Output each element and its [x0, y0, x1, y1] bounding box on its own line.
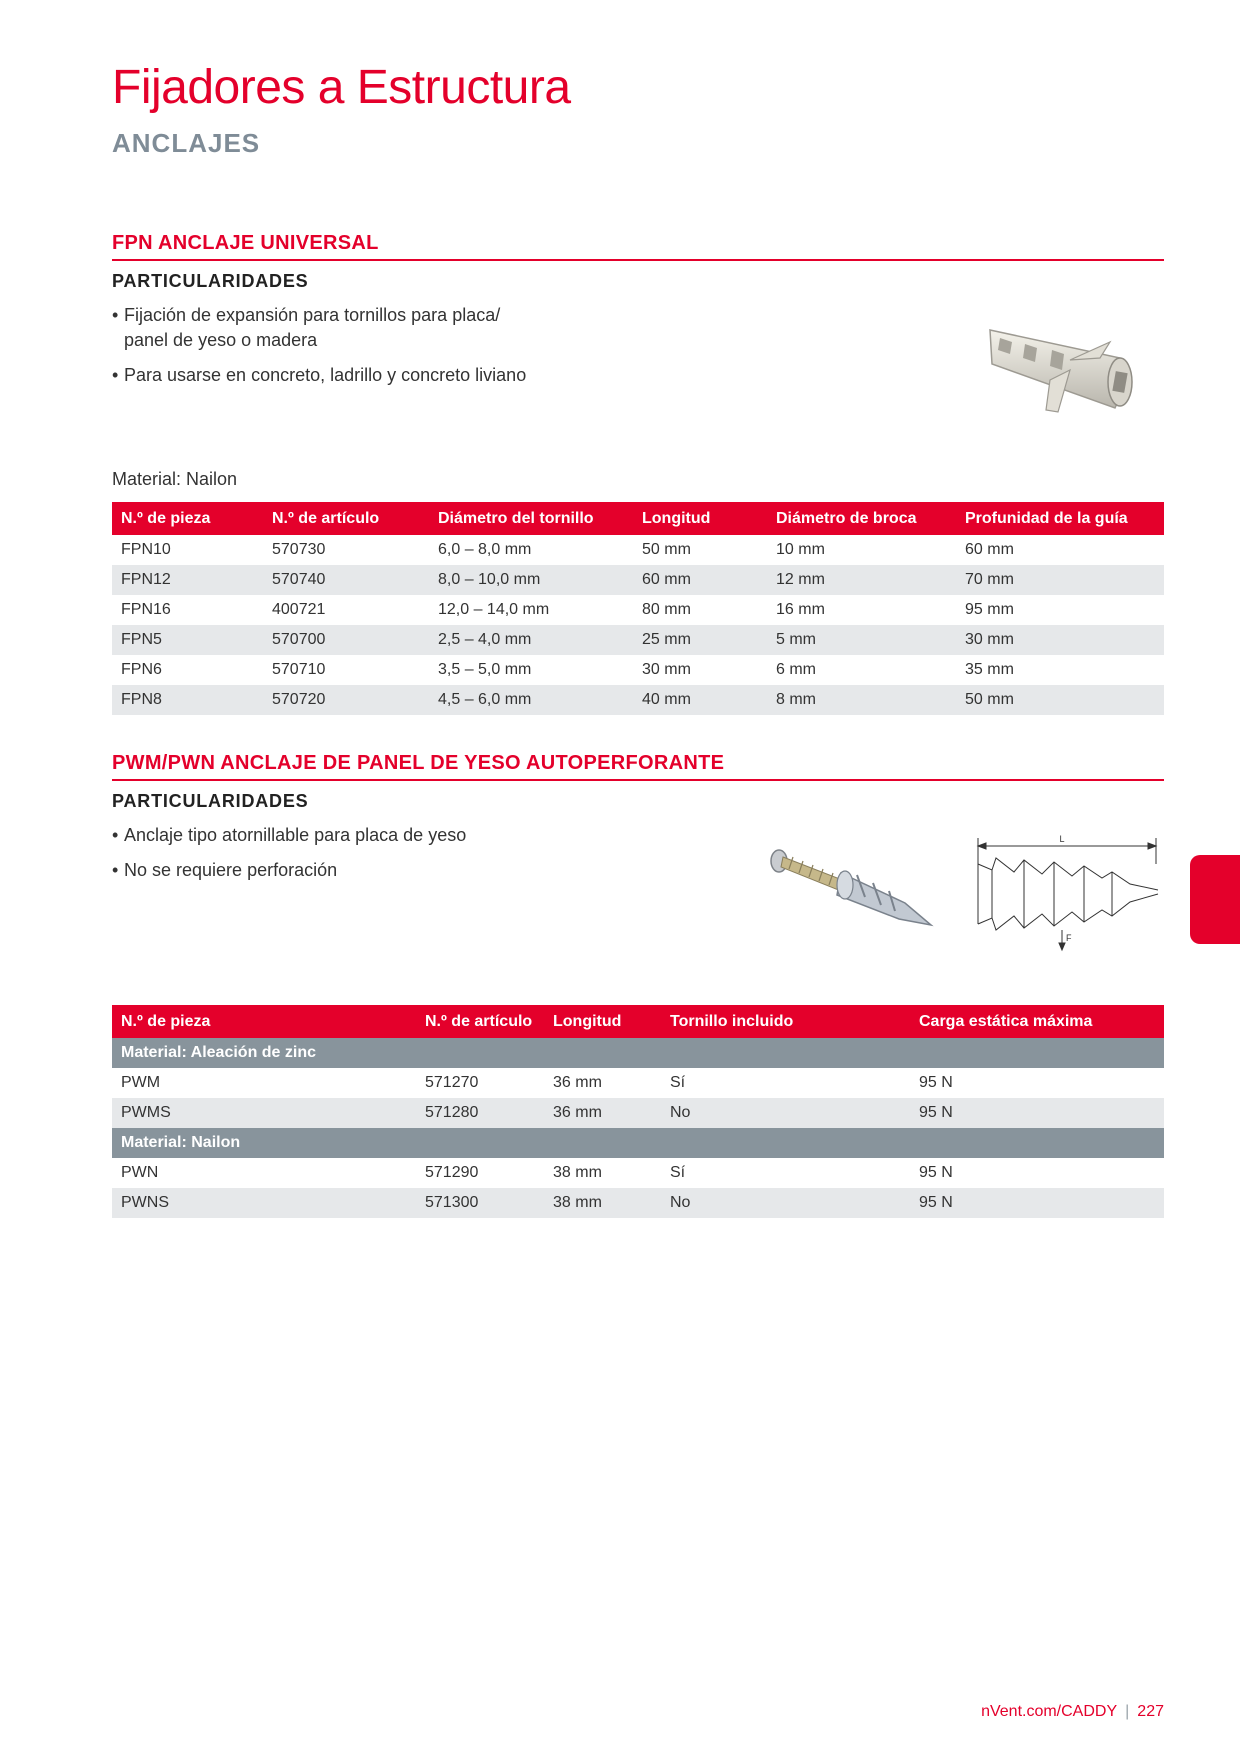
table-cell: 571290: [425, 1164, 479, 1181]
table-cell: 95 mm: [965, 601, 1014, 618]
table-cell: 70 mm: [956, 565, 1164, 595]
footer-site-link[interactable]: nVent.com/CADDY: [981, 1703, 1118, 1720]
table-cell: No: [661, 1098, 910, 1128]
page-title: Fijadores a Estructura: [112, 61, 571, 114]
table-cell: FPN10: [121, 541, 171, 558]
list-item: • Fijación de expansión para tornillos para placa/ panel de yeso o madera: [112, 303, 542, 353]
table-cell: 570720: [263, 685, 429, 715]
table-row: [112, 1158, 1164, 1188]
table-cell: 570700: [263, 625, 429, 655]
table-cell: 38 mm: [544, 1188, 661, 1218]
table-row: [112, 625, 1164, 655]
column-header: N.º de artículo: [416, 1005, 544, 1038]
table-cell: 400721: [272, 601, 326, 618]
table-group-row: [112, 1128, 1164, 1158]
page-subtitle: ANCLAJES: [112, 128, 261, 158]
length-label: L: [1059, 834, 1065, 844]
table-cell: 6 mm: [776, 661, 816, 678]
table-cell: 5 mm: [767, 625, 956, 655]
table-cell: FPN12: [112, 565, 263, 595]
table-cell: 571270: [425, 1074, 479, 1091]
table-cell: 3,5 – 5,0 mm: [438, 661, 532, 678]
features-heading: PARTICULARIDADES: [112, 271, 309, 291]
table-cell: 571300: [416, 1188, 544, 1218]
table-row: [112, 565, 1164, 595]
table-cell: FPN6: [121, 661, 162, 678]
table-cell: 95 N: [910, 1098, 1164, 1128]
table-cell: 35 mm: [965, 661, 1014, 678]
fpn-anchor-image: [980, 320, 1150, 420]
table-cell: PWN: [121, 1164, 159, 1181]
table-row: [112, 685, 1164, 715]
table-cell: 16 mm: [776, 601, 825, 618]
table-cell: PWMS: [112, 1098, 416, 1128]
table-cell: PWNS: [112, 1188, 416, 1218]
features-list: [112, 303, 542, 398]
list-item: • Para usarse en concreto, ladrillo y concreto liviano: [112, 363, 542, 388]
table-cell: 6,0 – 8,0 mm: [438, 541, 532, 558]
table-cell: 8 mm: [767, 685, 956, 715]
fpn-table: [112, 502, 1164, 715]
table-header-row: [112, 1005, 1164, 1038]
table-cell: 10 mm: [776, 541, 825, 558]
material-label: Material: Nailon: [112, 469, 238, 489]
page-number: 227: [1137, 1703, 1164, 1720]
table-cell: 4,5 – 6,0 mm: [429, 685, 633, 715]
table-cell: 12 mm: [767, 565, 956, 595]
table-cell: 36 mm: [553, 1074, 602, 1091]
table-cell: 95 N: [919, 1164, 953, 1181]
group-label: Material: Aleación de zinc: [112, 1038, 1164, 1068]
table-header-row: [112, 502, 1164, 535]
table-cell: 36 mm: [544, 1098, 661, 1128]
table-cell: Sí: [670, 1164, 686, 1181]
table-cell: 95 N: [910, 1188, 1164, 1218]
table-row: [112, 1098, 1164, 1128]
table-cell: 95 N: [919, 1074, 953, 1091]
table-cell: 12,0 – 14,0 mm: [438, 601, 550, 618]
table-cell: FPN16: [121, 601, 171, 618]
table-cell: 50 mm: [956, 685, 1164, 715]
table-cell: 8,0 – 10,0 mm: [429, 565, 633, 595]
section-title-fpn: FPN ANCLAJE UNIVERSAL: [112, 232, 379, 254]
table-cell: PWM: [121, 1074, 161, 1091]
column-header: Longitud: [544, 1005, 661, 1038]
section-title-pwm: PWM/PWN ANCLAJE DE PANEL DE YESO AUTOPERFORANTE: [112, 752, 725, 774]
table-cell: Sí: [670, 1074, 686, 1091]
table-cell: 80 mm: [642, 601, 691, 618]
table-row: [112, 1068, 1164, 1098]
list-item: • No se requiere perforación: [112, 858, 542, 883]
table-cell: 570730: [272, 541, 326, 558]
column-header: Profunidad de la guía: [956, 502, 1164, 535]
table-cell: FPN8: [112, 685, 263, 715]
column-header: Tornillo incluido: [661, 1005, 910, 1038]
section-tab-marker: [1190, 855, 1240, 944]
table-row: [112, 655, 1164, 685]
column-header: Longitud: [633, 502, 767, 535]
page-footer: [981, 1703, 1164, 1721]
features-list: [112, 823, 542, 893]
table-cell: 30 mm: [642, 661, 691, 678]
table-cell: 60 mm: [633, 565, 767, 595]
group-label: Material: Nailon: [112, 1128, 1164, 1158]
pwm-table: [112, 1005, 1164, 1218]
table-cell: 2,5 – 4,0 mm: [429, 625, 633, 655]
table-cell: 25 mm: [633, 625, 767, 655]
column-header: N.º de pieza: [112, 502, 263, 535]
table-cell: FPN5: [112, 625, 263, 655]
list-item: • Anclaje tipo atornillable para placa de yeso: [112, 823, 542, 848]
table-cell: 60 mm: [965, 541, 1014, 558]
footer-separator: |: [1125, 1703, 1130, 1720]
table-cell: 38 mm: [553, 1164, 602, 1181]
table-cell: No: [661, 1188, 910, 1218]
force-label: F: [1066, 933, 1072, 943]
column-header: Diámetro del tornillo: [429, 502, 633, 535]
section-divider: [112, 259, 1164, 261]
table-cell: 571280: [416, 1098, 544, 1128]
table-cell: 50 mm: [642, 541, 691, 558]
column-header: N.º de pieza: [112, 1005, 416, 1038]
column-header: Diámetro de broca: [767, 502, 956, 535]
table-row: [112, 535, 1164, 565]
table-cell: 30 mm: [956, 625, 1164, 655]
table-row: [112, 595, 1164, 625]
table-cell: 570740: [263, 565, 429, 595]
section-divider: [112, 779, 1164, 781]
column-header: N.º de artículo: [263, 502, 429, 535]
table-cell: 40 mm: [633, 685, 767, 715]
pwm-screw-image: [765, 845, 940, 940]
table-group-row: [112, 1038, 1164, 1068]
column-header: Carga estática máxima: [910, 1005, 1164, 1038]
features-heading: PARTICULARIDADES: [112, 791, 309, 811]
pwm-dimension-drawing: [962, 828, 1162, 958]
table-cell: 570710: [272, 661, 326, 678]
table-row: [112, 1188, 1164, 1218]
